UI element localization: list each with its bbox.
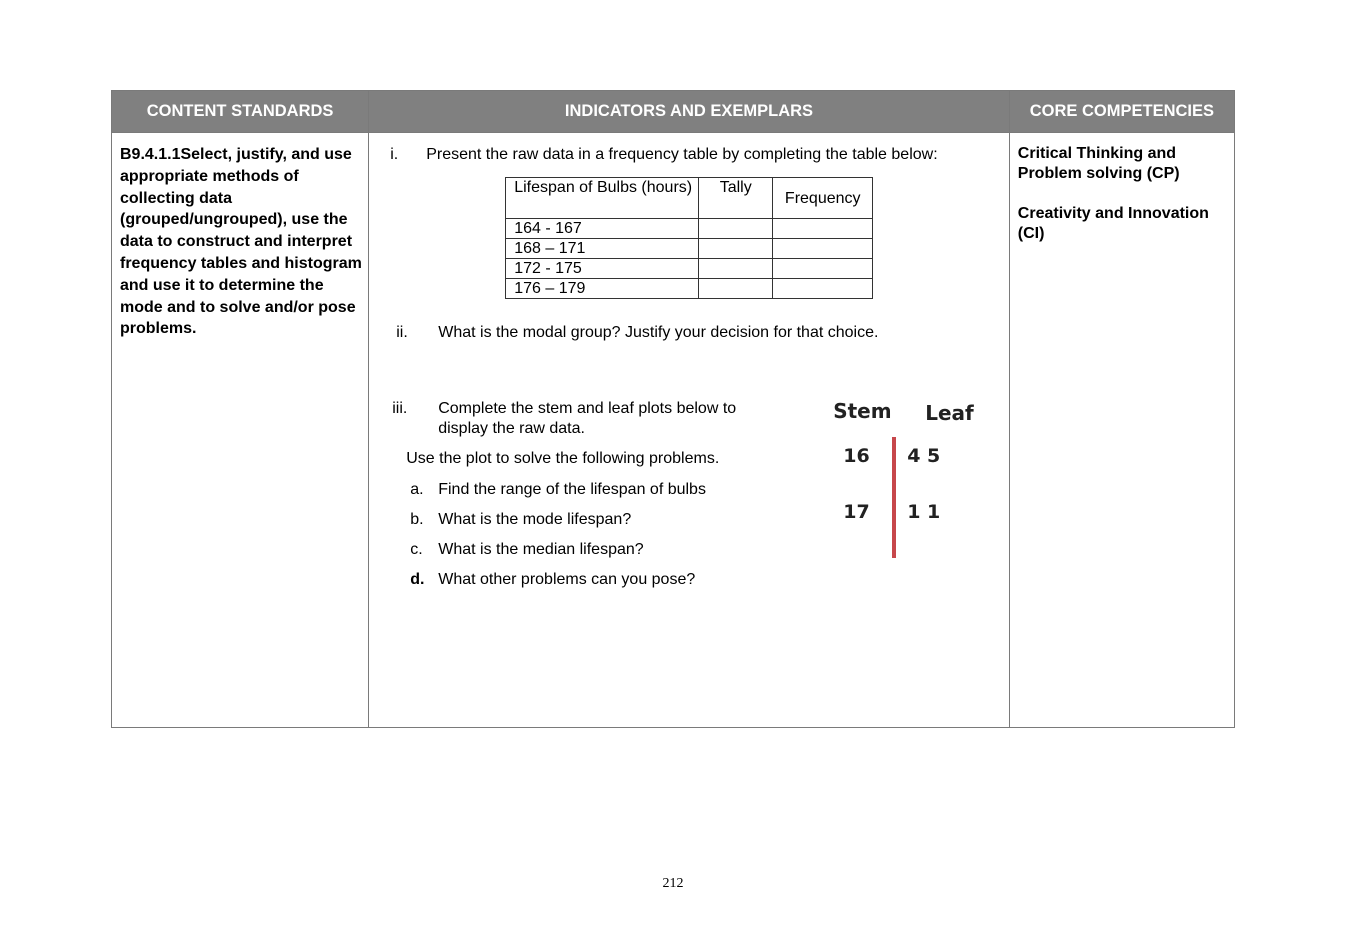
header-indicators: INDICATORS AND EXEMPLARS bbox=[369, 91, 1010, 133]
item-iii-line2: display the raw data. bbox=[438, 420, 585, 437]
tally-cell bbox=[699, 259, 773, 279]
header-tally: Tally bbox=[699, 178, 773, 219]
header-core-competencies: CORE COMPETENCIES bbox=[1009, 91, 1234, 133]
tally-cell bbox=[699, 239, 773, 259]
header-lifespan: Lifespan of Bulbs (hours) bbox=[506, 178, 699, 219]
header-content-standards: CONTENT STANDARDS bbox=[112, 91, 369, 133]
use-plot-text: Use the plot to solve the following problems. bbox=[406, 450, 720, 467]
problem-d-text: What other problems can you pose? bbox=[438, 571, 696, 588]
item-i-marker: i. bbox=[390, 146, 399, 163]
indicators-cell bbox=[369, 133, 1010, 728]
table-row bbox=[506, 279, 873, 299]
competency-cp: Critical Thinking and Problem solving (CP) bbox=[1017, 145, 1180, 182]
stem-value: 16 bbox=[843, 445, 870, 467]
table-row bbox=[506, 219, 873, 239]
lifespan-cell: 172 - 175 bbox=[506, 259, 699, 279]
stem-leaf-divider bbox=[892, 437, 896, 558]
leaf-value: 4 5 bbox=[907, 445, 941, 467]
leaf-value: 1 1 bbox=[907, 501, 941, 523]
table-row bbox=[506, 239, 873, 259]
header-frequency: Frequency bbox=[773, 178, 873, 219]
frequency-cell bbox=[773, 219, 873, 239]
tally-cell bbox=[699, 219, 773, 239]
item-iii-line1: Complete the stem and leaf plots below to bbox=[438, 400, 737, 417]
tally-cell bbox=[699, 279, 773, 299]
problem-c-text: What is the median lifespan? bbox=[438, 541, 644, 558]
curriculum-table bbox=[111, 90, 1235, 728]
frequency-cell bbox=[773, 239, 873, 259]
problem-b-marker: b. bbox=[410, 511, 424, 528]
content-standards-cell bbox=[112, 133, 369, 728]
item-ii-text: What is the modal group? Justify your decision for that choice. bbox=[438, 324, 879, 341]
lifespan-cell: 176 – 179 bbox=[506, 279, 699, 299]
frequency-cell bbox=[773, 279, 873, 299]
standard-text: B9.4.1.1Select, justify, and use appropriate methods of collecting data (grouped/ungrouped), use the data to construct and interpret frequency tables and histogram and use it to determine the mode and to solve and/or pose problems. bbox=[120, 146, 362, 338]
problem-a-text: Find the range of the lifespan of bulbs bbox=[438, 481, 706, 498]
leaf-label: Leaf bbox=[925, 401, 974, 425]
item-ii-marker: ii. bbox=[396, 324, 408, 341]
frequency-table-header bbox=[506, 178, 873, 219]
stem-label: Stem bbox=[833, 399, 892, 423]
lifespan-cell: 168 – 171 bbox=[506, 239, 699, 259]
problem-d-marker: d. bbox=[410, 571, 425, 588]
problem-b-text: What is the mode lifespan? bbox=[438, 511, 632, 528]
core-competencies-cell bbox=[1009, 133, 1234, 728]
table-row bbox=[506, 259, 873, 279]
item-i-text: Present the raw data in a frequency table by completing the table below: bbox=[426, 146, 938, 163]
page-number: 212 bbox=[662, 876, 684, 891]
competency-ci: Creativity and Innovation (CI) bbox=[1017, 205, 1209, 242]
frequency-table bbox=[505, 177, 873, 299]
problem-a-marker: a. bbox=[410, 481, 424, 498]
frequency-cell bbox=[773, 259, 873, 279]
problem-c-marker: c. bbox=[410, 541, 423, 558]
item-iii-marker: iii. bbox=[392, 400, 408, 417]
stem-value: 17 bbox=[843, 501, 870, 523]
lifespan-cell: 164 - 167 bbox=[506, 219, 699, 239]
